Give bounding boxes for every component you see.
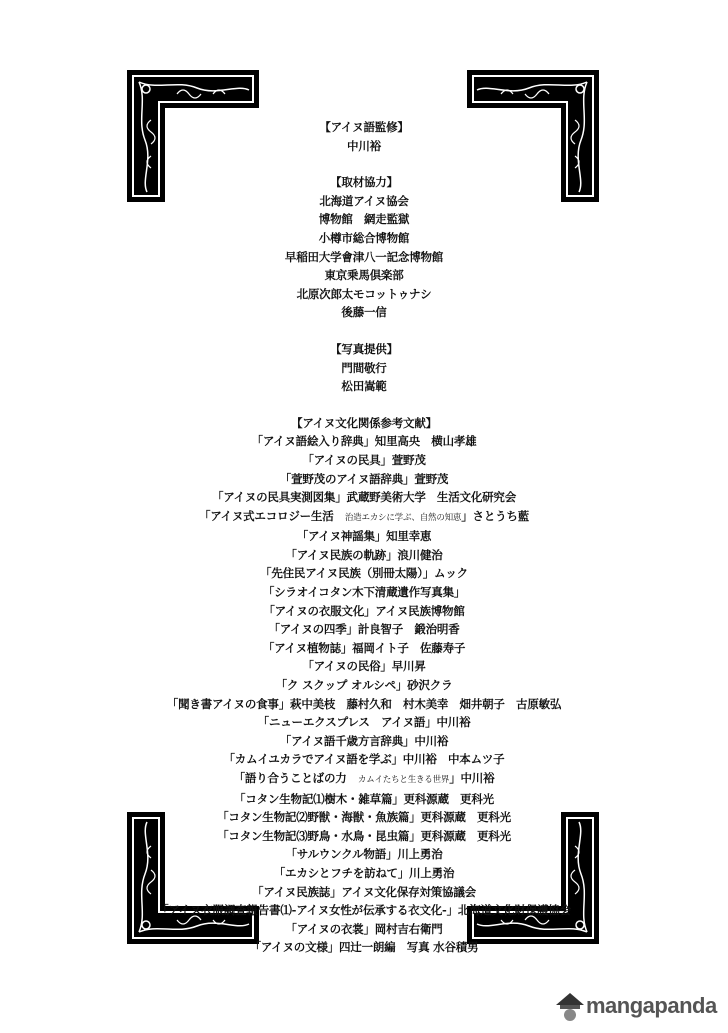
credit-line: 門間敬行 [341, 360, 387, 375]
reference-line: 「アイヌの衣服文化」アイヌ民族博物館 [263, 603, 465, 618]
credit-line: 北海道アイヌ協会 [319, 193, 409, 208]
reference-line: 「ニューエクスプレス アイヌ語」中川裕 [257, 715, 471, 730]
reference-line: 「エカシとフチを訪ねて」川上勇治 [273, 865, 455, 880]
reference-line: 「カムイユカラでアイヌ語を学ぶ」中川裕 中本ムツ子 [223, 752, 505, 767]
section-heading: 【アイヌ文化関係参考文献】 [291, 415, 437, 430]
reference-line: 「アイヌの民具実測図集」武蔵野美術大学 生活文化研究会 [211, 490, 517, 505]
credit-line: 北原次郎太モコットゥナシ [296, 286, 432, 301]
reference-line: 「萱野茂のアイヌ語辞典」萱野茂 [279, 471, 449, 486]
section-photos [90, 340, 638, 396]
reference-subtitle: カムイたちと生きる世界 [357, 775, 450, 785]
reference-line: 「アイヌ民族の軌跡」浪川健治 [285, 547, 443, 562]
section-supervision [90, 118, 638, 155]
reference-line: 「サルウンクル物語」川上勇治 [285, 847, 443, 862]
watermark-text: mangapanda [586, 993, 717, 1018]
reference-author: 」さとうち藍 [461, 508, 530, 523]
credit-line: 東京乗馬倶楽部 [324, 268, 404, 283]
reference-subtitle: 治造エカシに学ぶ、自然の知恵 [344, 512, 462, 523]
reference-line: 「アイヌ衣服調査報告書⑴-アイヌ女性が伝承する衣文化-」北海道文化財保護協会 [157, 903, 571, 918]
credit-line: 中川裕 [347, 138, 381, 153]
reference-line: 「アイヌ神謡集」知里幸恵 [296, 529, 432, 544]
reference-line: 「コタン生物記⑵野獣・海獣・魚族篇」更科源蔵 更科光 [217, 810, 511, 825]
reference-line: 「先住民アイヌ民族（別冊太陽）」ムック [260, 566, 468, 581]
credit-line: 博物館 網走監獄 [318, 212, 410, 227]
section-gap [90, 396, 638, 414]
reference-line: 「アイヌ植物誌」福岡イト子 佐藤寿子 [262, 640, 466, 655]
reference-line: 「聞き書アイヌの食事」萩中美枝 藤村久和 村木美幸 畑井朝子 古原敏弘 [166, 696, 562, 711]
reference-title: 「語り合うことばの力 [233, 771, 358, 785]
credit-line: 後藤一信 [341, 305, 387, 320]
section-gap [90, 155, 638, 173]
reference-line: 「コタン生物記⑴樹木・雑草篇」更科源蔵 更科光 [234, 791, 494, 806]
credit-line: 松田嵩範 [341, 379, 387, 394]
reference-title: 「アイヌ式エコロジー生活 [198, 508, 345, 523]
credit-line: 早稲田大学會津八一記念博物館 [284, 249, 444, 264]
section-heading: 【写真提供】 [330, 341, 398, 356]
section-gap [90, 322, 638, 340]
reference-line: 「アイヌの民俗」早川昇 [302, 659, 426, 674]
reference-line: 「ク スクップ オルシペ」砂沢クラ [275, 678, 453, 693]
reference-line: 「アイヌ語千歳方言辞典」中川裕 [279, 733, 449, 748]
reference-line: 「アイヌの四季」計良智子 鍛治明香 [268, 622, 460, 637]
reference-line: 「アイヌの民具」萱野茂 [302, 452, 426, 467]
section-heading: 【取材協力】 [330, 175, 398, 190]
section-cooperation [90, 173, 638, 322]
credit-line: 小樽市総合博物館 [318, 230, 410, 245]
credits-list [90, 118, 638, 957]
reference-line: 「アイヌ語絵入り辞典」知里高央 横山孝雄 [251, 434, 477, 449]
reference-line: 「コタン生物記⑶野鳥・水鳥・昆虫篇」更科源蔵 更科光 [217, 828, 511, 843]
section-references [90, 414, 638, 957]
section-heading: 【アイヌ語監修】 [319, 120, 409, 134]
reference-line [90, 507, 638, 528]
reference-line: 「アイヌの衣裳」岡村吉右衛門 [285, 921, 443, 936]
reference-line: 「シラオイコタン木下清蔵遺作写真集」 [262, 585, 466, 600]
watermark-logo [550, 985, 720, 1025]
reference-author: 」中川裕 [449, 771, 495, 785]
panda-hat-icon [550, 985, 590, 1025]
reference-line: 「アイヌの文様」四辻一朗編 写真 水谷積男 [249, 940, 479, 955]
reference-line [90, 769, 638, 790]
reference-line: 「アイヌ民族誌」アイヌ文化保存対策協議会 [252, 884, 476, 899]
